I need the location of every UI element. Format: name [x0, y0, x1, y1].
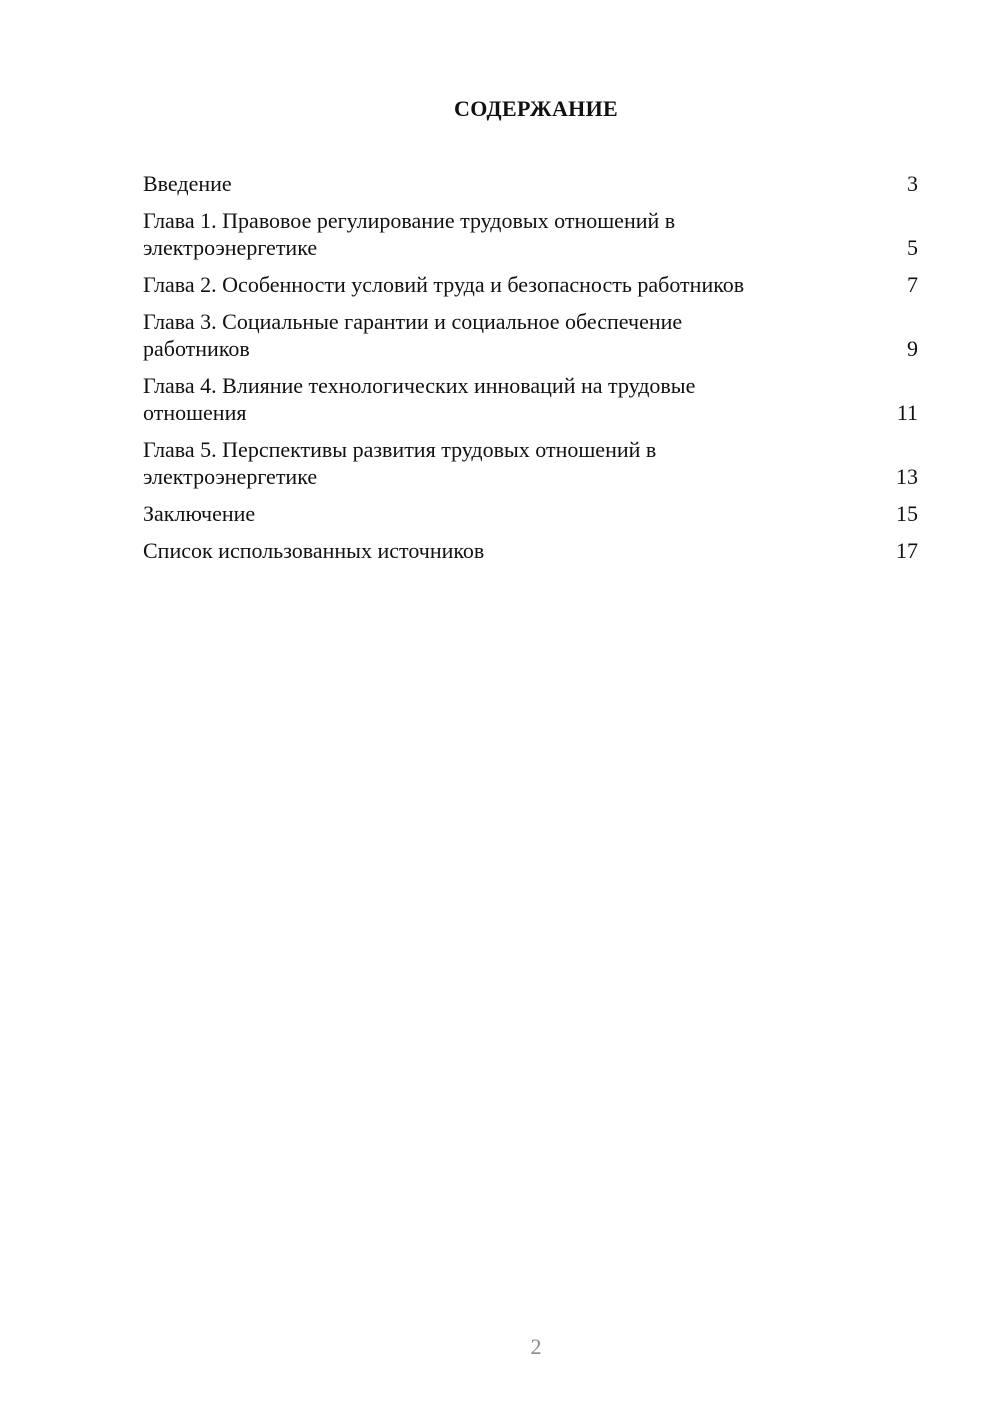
page-number: 2	[530, 1334, 542, 1359]
toc-entry-title: Список использованных источников	[143, 538, 485, 563]
toc-entry-chapter-5	[143, 436, 918, 490]
toc-entry-title: Глава 1. Правовое регулирование трудовых отношений в электроэнергетике	[143, 208, 676, 260]
toc-entry-page: 11	[896, 400, 918, 425]
toc-entry-title: Глава 4. Влияние технологических инноваций на трудовые отношения	[143, 373, 696, 425]
table-of-contents	[143, 170, 918, 574]
toc-entry-page: 9	[907, 336, 918, 361]
toc-entry-introduction	[143, 170, 918, 197]
toc-entry-page: 3	[907, 171, 918, 196]
toc-entry-conclusion	[143, 500, 918, 527]
toc-entry-title: Заключение	[143, 501, 256, 526]
toc-entry-title: Глава 5. Перспективы развития трудовых отношений в электроэнергетике	[143, 437, 657, 489]
toc-entry-chapter-2	[143, 271, 918, 298]
toc-entry-title: Введение	[143, 171, 232, 196]
toc-entry-chapter-3	[143, 308, 918, 362]
toc-entry-title: Глава 2. Особенности условий труда и безопасность работников	[143, 272, 745, 297]
toc-heading: СОДЕРЖАНИЕ	[454, 96, 618, 121]
toc-entry-page: 5	[907, 235, 918, 260]
toc-entry-page: 13	[896, 464, 918, 489]
toc-entry-page: 17	[896, 538, 918, 563]
toc-entry-chapter-4	[143, 372, 918, 426]
toc-entry-chapter-1	[143, 207, 918, 261]
toc-entry-references	[143, 537, 918, 564]
toc-entry-title: Глава 3. Социальные гарантии и социальное обеспечение работников	[143, 309, 683, 361]
toc-entry-page: 15	[896, 501, 918, 526]
toc-entry-page: 7	[907, 272, 918, 297]
